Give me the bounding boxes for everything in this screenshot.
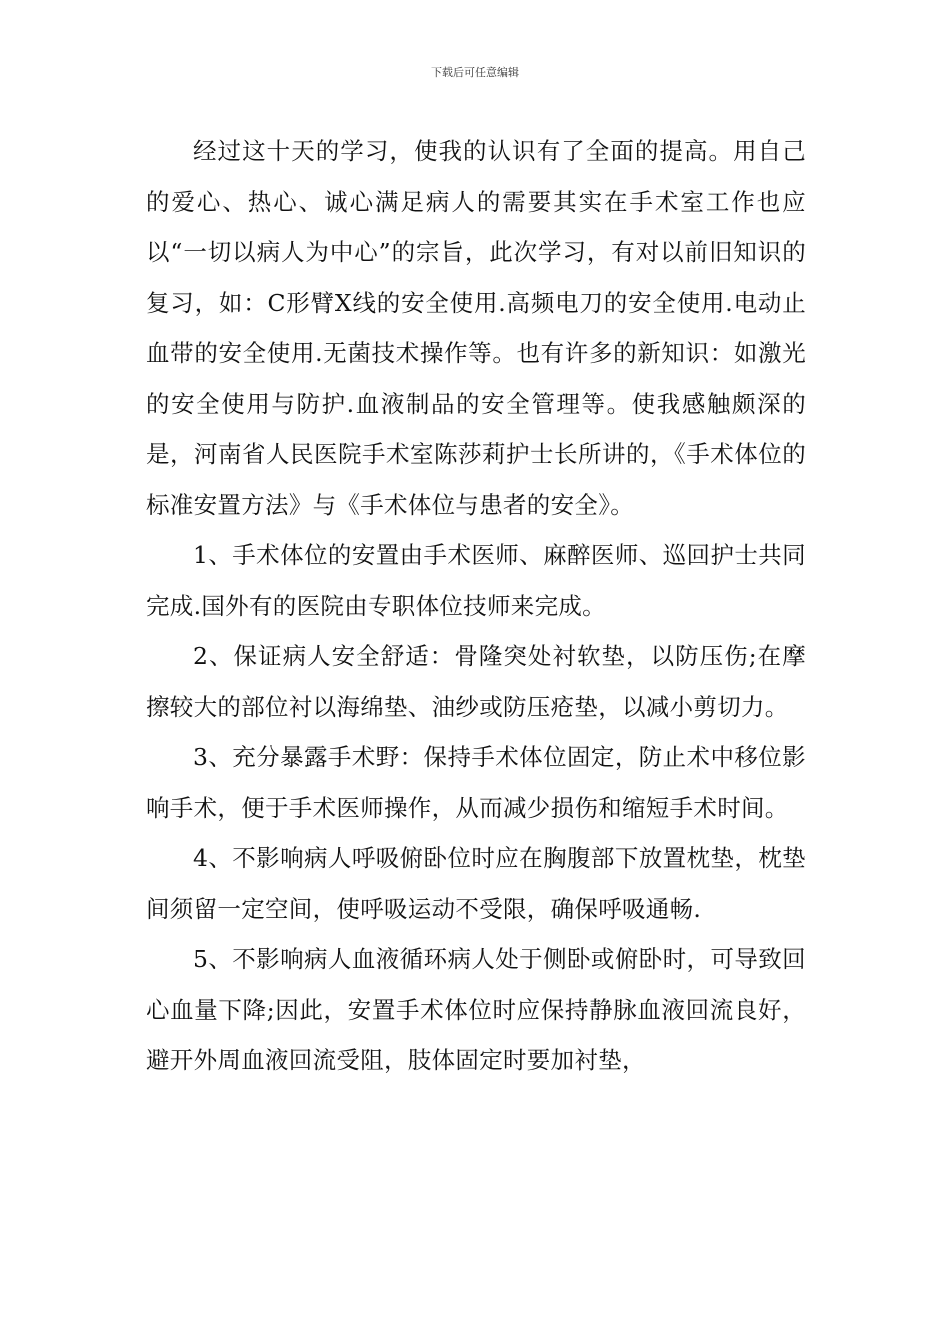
paragraph-item-2: 2、保证病人安全舒适：骨隆突处衬软垫，以防压伤;在摩擦较大的部位衬以海绵垫、油纱或防压疮垫，以减小剪切力。 xyxy=(146,642,806,721)
paragraph-item-3: 3、充分暴露手术野：保持手术体位固定，防止术中移位影响手术，便于手术医师操作，从而减少损伤和缩短手术时间。 xyxy=(146,743,806,822)
page-header: 下载后可任意编辑 xyxy=(431,66,519,79)
paragraph-item-1: 1、手术体位的安置由手术医师、麻醉医师、巡回护士共同完成.国外有的医院由专职体位技师来完成。 xyxy=(146,541,806,620)
paragraph-item-4: 4、不影响病人呼吸俯卧位时应在胸腹部下放置枕垫，枕垫间须留一定空间，使呼吸运动不受限，确保呼吸通畅. xyxy=(146,844,806,923)
document-body xyxy=(146,126,806,1086)
paragraph-item-5: 5、不影响病人血液循环病人处于侧卧或俯卧时，可导致回心血量下降;因此，安置手术体位时应保持静脉血液回流良好，避开外周血液回流受阻，肢体固定时要加衬垫， xyxy=(146,945,806,1074)
paragraph-intro: 经过这十天的学习，使我的认识有了全面的提高。用自己的爱心、热心、诚心满足病人的需要其实在手术室工作也应以“一切以病人为中心”的宗旨，此次学习，有对以前旧知识的复习，如：C形臂X线的安全使用.高频电刀的安全使用.电动止血带的安全使用.无菌技术操作等。也有许多的新知识：如激光的安全使用与防护.血液制品的安全管理等。使我感触颇深的是，河南省人民医院手术室陈莎莉护士长所讲的，《手术体位的标准安置方法》与《手术体位与患者的安全》。 xyxy=(146,137,806,519)
